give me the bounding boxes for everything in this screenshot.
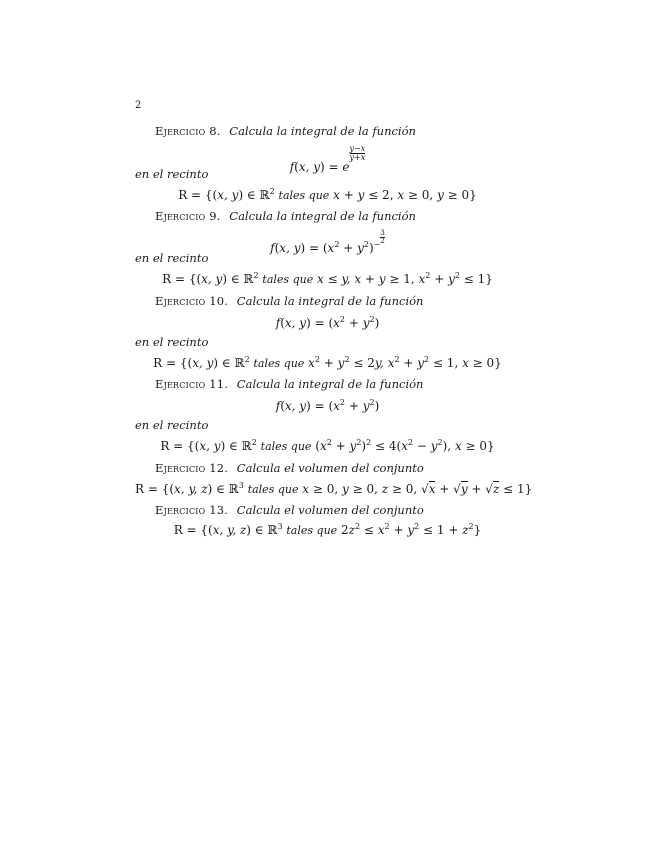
- exercise-statement: Calcula la integral de la función: [236, 294, 424, 308]
- exercise-statement: Calcula la integral de la función: [229, 209, 416, 223]
- exercise-9-function: f(x, $y) = (x^2 + y^2)^{- \frac{3}{2}}$: [270, 229, 385, 255]
- exercise-label: Ejercicio 10.: [155, 294, 229, 308]
- exercise-9-heading: [155, 209, 416, 223]
- exercise-12-region: R = {(x, y, z) ∈ ℝ$^3$ tales que x ≥ 0, y ≥ 0, z ≥ 0, √x + √y + √z ≤ 1}: [135, 481, 533, 496]
- exercise-9-intro: en el recinto: [135, 251, 209, 265]
- exercise-12-heading: [155, 461, 424, 475]
- page-number: 2: [135, 100, 142, 111]
- exercise-9-region: R = {(x, y) ∈ ℝ$^2$ tales que x ≤ y, x + y ≥ 1, $x^2 + y^2 \le 1$}: [162, 271, 493, 286]
- exercise-10-region: R = {(x, y) ∈ ℝ$^2$ tales que $x^2 + y^2 \le 2y$, $x^2 + y^2 \le 1$, x ≥ 0}: [153, 355, 502, 370]
- exercise-label: Ejercicio 13.: [155, 503, 229, 517]
- exercise-8-heading: [155, 124, 416, 138]
- exercise-11-heading: [155, 377, 423, 391]
- exercise-statement: Calcula el volumen del conjunto: [236, 503, 424, 517]
- exercise-statement: Calcula la integral de la función: [236, 377, 424, 391]
- exercise-13-heading: [155, 503, 424, 517]
- exercise-10-function: f(x, $y) = (x^2 + y^2)$: [275, 315, 380, 330]
- exercise-11-intro: en el recinto: [135, 418, 209, 432]
- exercise-label: Ejercicio 9.: [155, 209, 221, 223]
- exercise-statement: Calcula la integral de la función: [229, 124, 416, 138]
- exercise-label: Ejercicio 12.: [155, 461, 229, 475]
- exercise-10-intro: en el recinto: [135, 335, 209, 349]
- exercise-10-heading: [155, 294, 423, 308]
- exercise-statement: Calcula el volumen del conjunto: [236, 461, 424, 475]
- exercise-8-region: R = {(x, y) ∈ ℝ$^2$ tales que x + y ≤ 2, x ≥ 0, y ≥ 0}: [178, 187, 477, 202]
- exercise-8-function: f(x, y) = e $^{\frac{y-x}{y+x}}$: [289, 144, 366, 174]
- exercise-11-region: R = {(x, y) ∈ ℝ$^2$ tales que $(x^2 + y^2)^2 \le 4(x^2 - y^2)$, x ≥ 0}: [160, 438, 495, 453]
- exercise-label: Ejercicio 8.: [155, 124, 221, 138]
- exercise-label: Ejercicio 11.: [155, 377, 229, 391]
- exercise-13-region: R = {(x, y, z) ∈ ℝ$^3$ tales que $2z^2 \le x^2 + y^2 \le 1 + z^2$}: [173, 522, 482, 537]
- exercise-8-intro: en el recinto: [135, 167, 209, 181]
- exercise-11-function: f(x, $y) = (x^2 + y^2)$: [275, 398, 380, 413]
